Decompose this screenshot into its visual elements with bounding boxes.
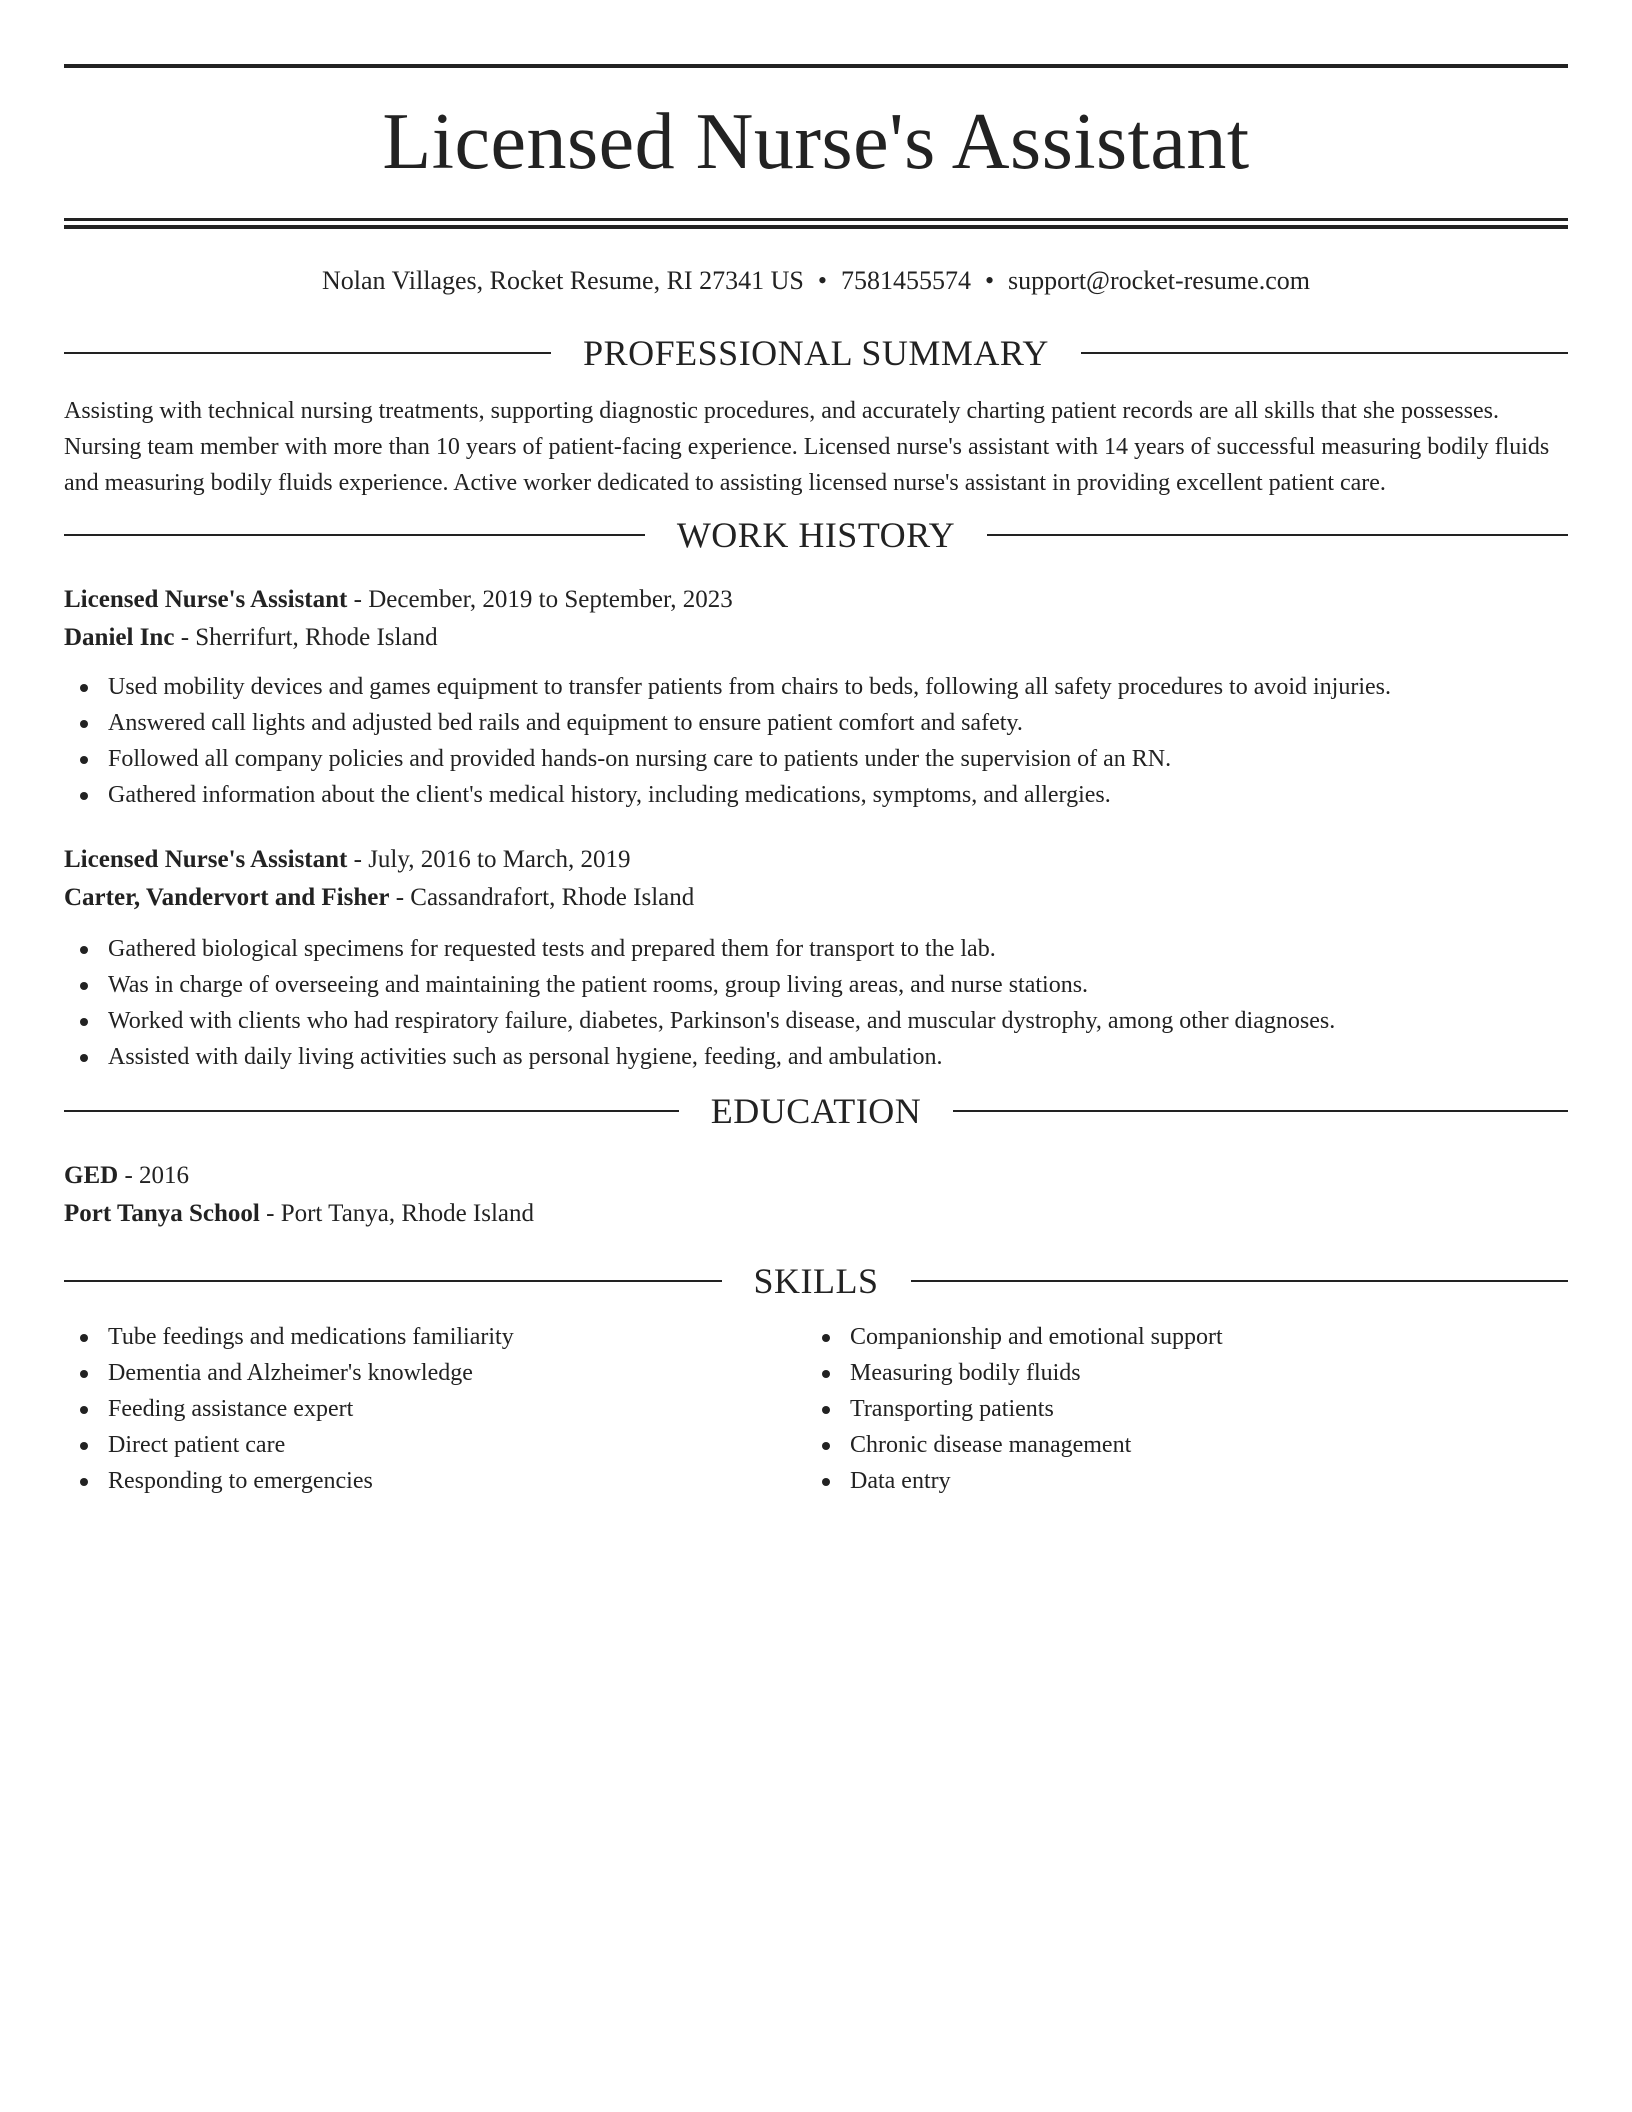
bullet-icon <box>822 1406 830 1414</box>
bullet-icon <box>80 1370 88 1378</box>
skill-text: Direct patient care <box>108 1432 286 1458</box>
heading-rule-left <box>64 534 645 536</box>
list-item <box>806 1463 1548 1499</box>
job-dates: - July, 2016 to March, 2019 <box>347 846 631 873</box>
job-location: - Cassandrafort, Rhode Island <box>389 884 695 911</box>
skills-heading: SKILLS <box>753 1261 879 1301</box>
summary-section-heading <box>64 331 1568 375</box>
skills-grid <box>64 1319 1568 1499</box>
heading-rule-right <box>911 1280 1569 1282</box>
bullet-icon <box>822 1442 830 1450</box>
resume-name: Licensed Nurse's Assistant <box>382 98 1250 186</box>
bullet-icon <box>80 1334 88 1342</box>
job-bullet-text: Used mobility devices and games equipment to transfer patients from chairs to beds, following all safety procedures to avoid injuries. <box>108 674 1392 700</box>
skill-text: Data entry <box>850 1468 951 1494</box>
job-bullet-text: Gathered information about the client's medical history, including medications, symptoms, and allergies. <box>108 782 1111 808</box>
list-item <box>64 669 1568 705</box>
job-title-line <box>64 841 1568 879</box>
education-school: Port Tanya School <box>64 1200 260 1227</box>
list-item <box>806 1391 1548 1427</box>
contact-separator: • <box>817 266 827 295</box>
list-item <box>64 1391 806 1427</box>
bullet-icon <box>80 792 88 800</box>
education-location: - Port Tanya, Rhode Island <box>259 1200 535 1227</box>
bullet-icon <box>822 1478 830 1486</box>
list-item <box>806 1355 1548 1391</box>
contact-email: support@rocket-resume.com <box>1008 266 1310 295</box>
summary-text: Assisting with technical nursing treatments, supporting diagnostic procedures, and accurately charting patient records are all skills that she possesses. Nursing team member with more than 10 years of patient-facing experience. Licensed nurse's assistant with 14 years of successful measuring bodily fluids and measuring bodily fluids experience. Active worker dedicated to assisting licensed nurse's assistant in providing excellent patient care. <box>64 398 1550 496</box>
education-degree: GED <box>64 1162 119 1189</box>
heading-rule-right <box>953 1110 1568 1112</box>
top-rule <box>64 64 1568 68</box>
skills-section-heading <box>64 1259 1568 1303</box>
bullet-icon <box>822 1370 830 1378</box>
contact-address: Nolan Villages, Rocket Resume, RI 27341 US <box>322 266 804 295</box>
list-item <box>64 705 1568 741</box>
education-school-line <box>64 1195 1568 1233</box>
list-item <box>64 931 1568 967</box>
heading-rule-left <box>64 1280 722 1282</box>
bullet-icon <box>80 720 88 728</box>
job-bullets <box>64 669 1568 813</box>
skill-text: Tube feedings and medications familiarity <box>108 1324 514 1350</box>
bullet-icon <box>80 1018 88 1026</box>
work-heading: WORK HISTORY <box>676 515 956 555</box>
bullet-icon <box>80 1406 88 1414</box>
job-dates: - December, 2019 to September, 2023 <box>347 586 733 613</box>
job-title: Licensed Nurse's Assistant <box>64 846 348 873</box>
list-item <box>64 1319 806 1355</box>
job-title-line <box>64 581 1568 619</box>
job-entry <box>64 841 1568 1075</box>
job-company-line <box>64 619 1568 657</box>
skills-column-right <box>806 1319 1548 1499</box>
double-rule <box>64 218 1568 229</box>
bullet-icon <box>80 1054 88 1062</box>
job-company-line <box>64 879 1568 917</box>
education-heading: EDUCATION <box>710 1091 922 1131</box>
contact-phone: 7581455574 <box>840 266 971 295</box>
education-year: - 2016 <box>118 1162 190 1189</box>
job-company: Daniel Inc <box>64 624 175 651</box>
bullet-icon <box>822 1334 830 1342</box>
bullet-icon <box>80 1442 88 1450</box>
contact-separator: • <box>984 266 995 295</box>
list-item <box>64 741 1568 777</box>
job-title: Licensed Nurse's Assistant <box>64 586 348 613</box>
job-bullet-text: Assisted with daily living activities such as personal hygiene, feeding, and ambulation. <box>108 1044 943 1070</box>
heading-rule-left <box>64 352 551 354</box>
job-bullet-text: Followed all company policies and provided hands-on nursing care to patients under the supervision of an RN. <box>108 746 1172 772</box>
education-entry <box>64 1157 1568 1233</box>
list-item <box>64 1039 1568 1075</box>
skills-column-left <box>64 1319 806 1499</box>
job-bullets <box>64 931 1568 1075</box>
list-item <box>64 1003 1568 1039</box>
bullet-icon <box>80 684 88 692</box>
list-item <box>64 1427 806 1463</box>
summary-heading: PROFESSIONAL SUMMARY <box>583 333 1049 373</box>
list-item <box>806 1427 1548 1463</box>
skill-text: Companionship and emotional support <box>850 1324 1223 1350</box>
job-company: Carter, Vandervort and Fisher <box>64 884 390 911</box>
bullet-icon <box>80 756 88 764</box>
job-bullet-text: Worked with clients who had respiratory failure, diabetes, Parkinson's disease, and muscular dystrophy, among other diagnoses. <box>108 1008 1336 1034</box>
list-item <box>64 777 1568 813</box>
list-item <box>64 1355 806 1391</box>
list-item <box>806 1319 1548 1355</box>
skill-text: Transporting patients <box>850 1396 1054 1422</box>
job-bullet-text: Was in charge of overseeing and maintaining the patient rooms, group living areas, and nurse stations. <box>108 972 1089 998</box>
skill-text: Chronic disease management <box>850 1432 1132 1458</box>
bullet-icon <box>80 1478 88 1486</box>
heading-rule-left <box>64 1110 679 1112</box>
education-degree-line <box>64 1157 1568 1195</box>
bullet-icon <box>80 982 88 990</box>
work-section-heading <box>64 513 1568 557</box>
skill-text: Responding to emergencies <box>108 1468 373 1494</box>
skill-text: Measuring bodily fluids <box>850 1360 1081 1386</box>
education-section-heading <box>64 1089 1568 1133</box>
job-entry <box>64 581 1568 813</box>
list-item <box>64 967 1568 1003</box>
bullet-icon <box>80 946 88 954</box>
job-location: - Sherrifurt, Rhode Island <box>174 624 438 651</box>
heading-rule-right <box>1081 352 1568 354</box>
list-item <box>64 1463 806 1499</box>
skill-text: Feeding assistance expert <box>108 1396 354 1422</box>
contact-line <box>64 265 1568 297</box>
job-bullet-text: Answered call lights and adjusted bed rails and equipment to ensure patient comfort and safety. <box>108 710 1023 736</box>
heading-rule-right <box>987 534 1568 536</box>
job-bullet-text: Gathered biological specimens for requested tests and prepared them for transport to the lab. <box>108 936 996 962</box>
skill-text: Dementia and Alzheimer's knowledge <box>108 1360 473 1386</box>
